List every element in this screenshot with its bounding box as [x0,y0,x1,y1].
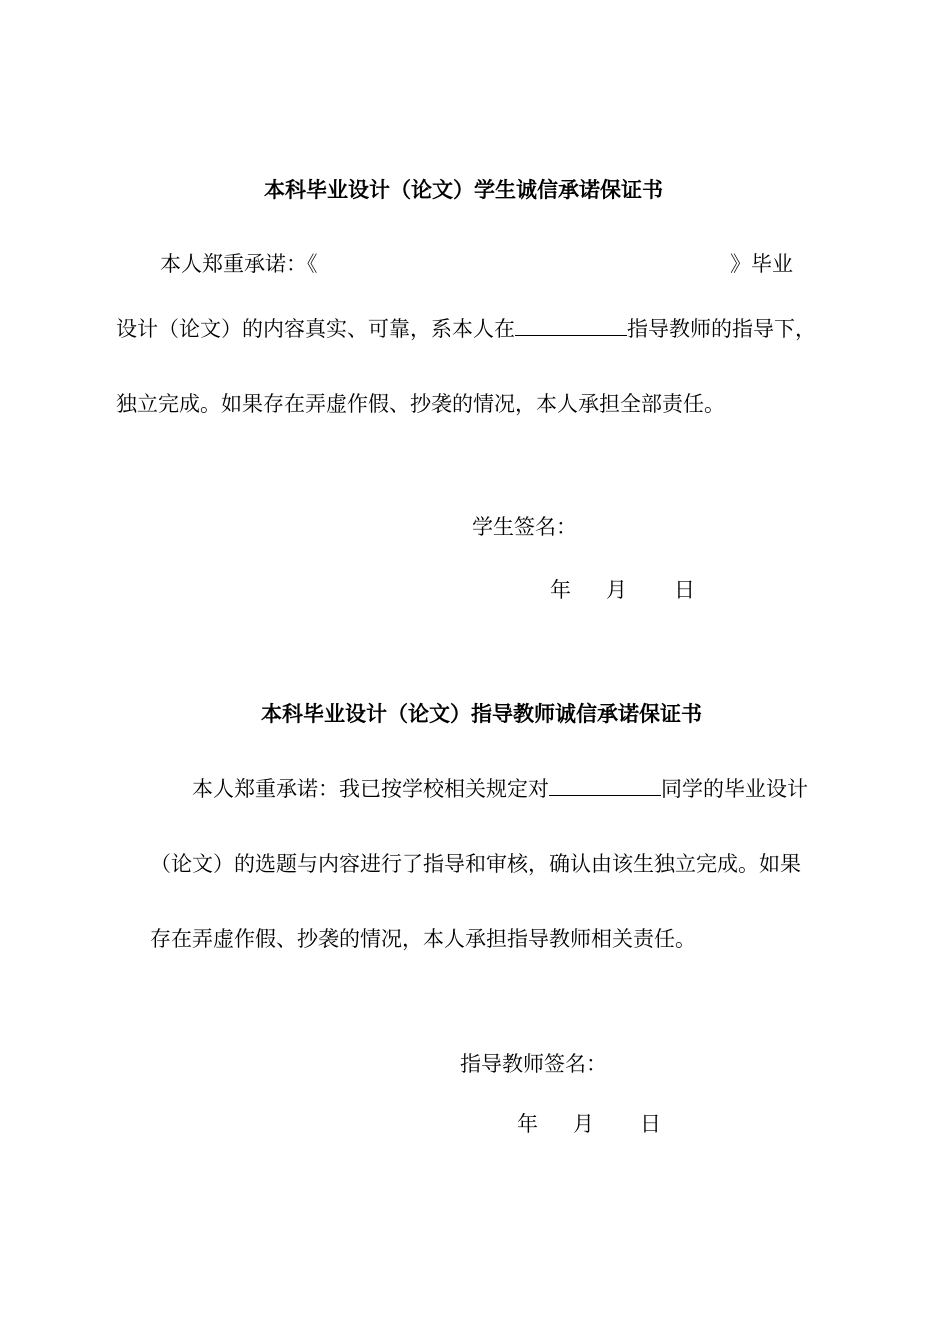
student-pledge-line2-start: 设计（论文）的内容真实、可靠，系本人在 [116,317,515,341]
teacher-date-month: 月 [573,1112,594,1136]
teacher-pledge-line2: （论文）的选题与内容进行了指导和审核，确认由该生独立完成。如果 [150,852,801,876]
student-pledge-line2 [116,315,816,343]
advisor-name-blank [515,315,627,336]
student-date-day: 日 [674,578,695,602]
student-pledge-line3: 独立完成。如果存在弄虚作假、抄袭的情况，本人承担全部责任。 [116,392,725,416]
student-pledge-title: 本科毕业设计（论文）学生诚信承诺保证书 [264,177,663,202]
teacher-pledge-title: 本科毕业设计（论文）指导教师诚信承诺保证书 [261,701,702,726]
student-signature-label: 学生签名： [472,515,577,539]
student-name-blank [549,775,661,796]
student-pledge-line1-end: 》毕业 [730,252,793,276]
teacher-pledge-line3: 存在弄虚作假、抄袭的情况，本人承担指导教师相关责任。 [150,927,696,951]
student-date-month: 月 [606,578,627,602]
student-date-year: 年 [550,578,571,602]
teacher-date-year: 年 [517,1112,538,1136]
teacher-pledge-line1 [192,775,808,803]
teacher-date-day: 日 [640,1112,661,1136]
student-pledge-line1-start: 本人郑重承诺：《 [160,252,318,276]
teacher-pledge-line1-start: 本人郑重承诺：我已按学校相关规定对 [192,777,549,801]
teacher-pledge-line1-end: 同学的毕业设计 [661,777,808,801]
teacher-signature-label: 指导教师签名： [460,1052,607,1076]
student-pledge-line2-end: 指导教师的指导下， [627,317,816,341]
